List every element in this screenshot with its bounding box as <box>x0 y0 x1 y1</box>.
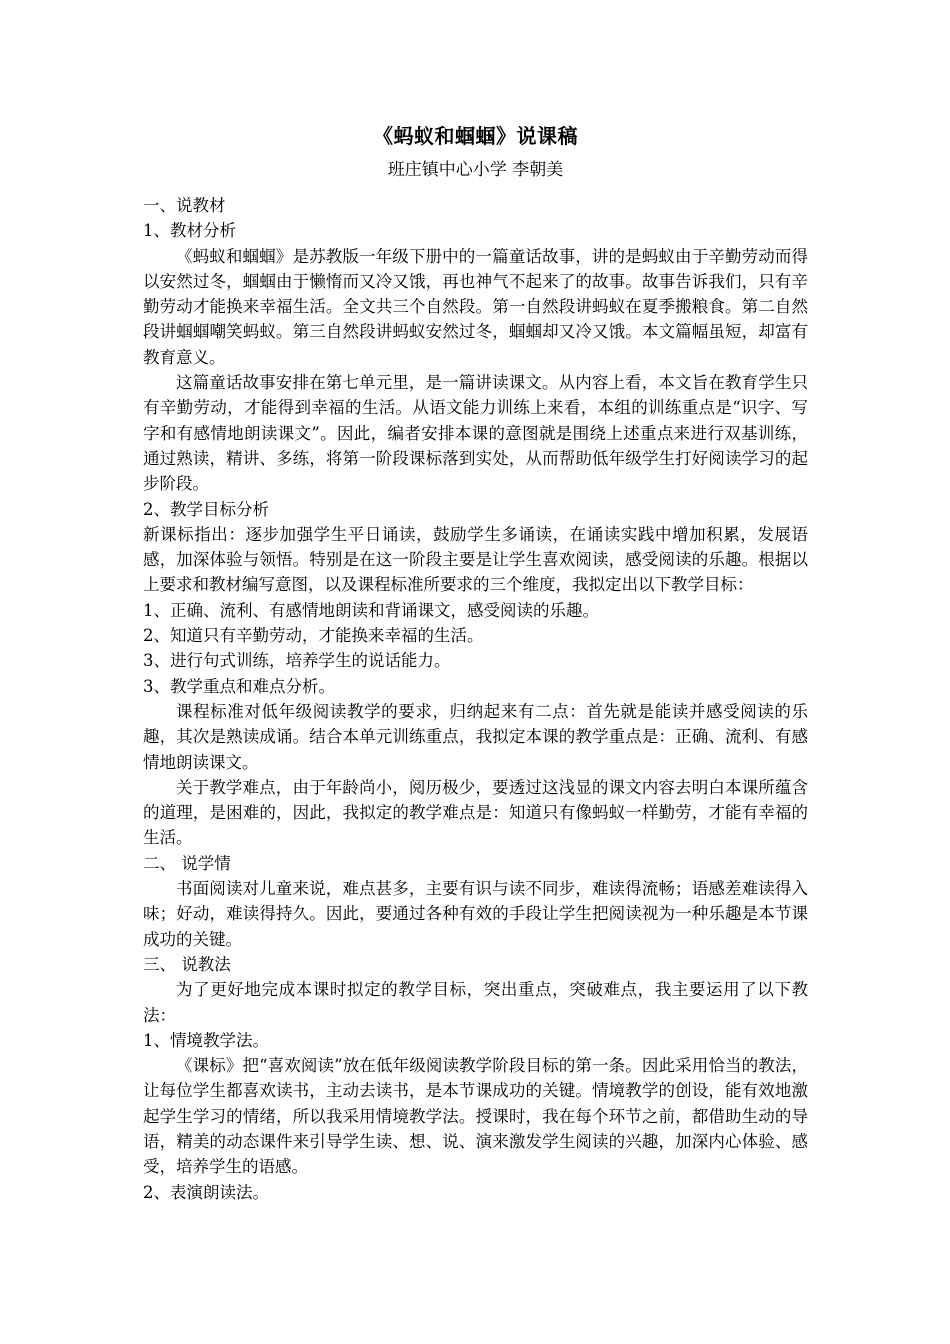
subsection-heading: 1、教材分析 <box>143 221 236 241</box>
body-paragraph: 课程标准对低年级阅读教学的要求，归纳起来有二点：首先就是能读并感受阅读的乐趣，其次是熟读成诵。结合本单元训练重点，我拟定本课的教学重点是：正确、流利、有感情地朗读课文。 <box>143 701 808 772</box>
document-title: 《蚂蚁和蝈蝈》说课稿 <box>373 124 578 148</box>
section-heading: 二、 说学情 <box>143 853 231 873</box>
body-paragraph: 新课标指出：逐步加强学生平日诵读，鼓励学生多诵读，在诵读实践中增加积累，发展语感，加深体验与领悟。特别是在这一阶段主要是让学生喜欢阅读，感受阅读的乐趣。根据以上要求和教材编写意图，以及课程标准所要求的三个维度，我拟定出以下教学目标： <box>143 524 808 595</box>
subsection-heading: 2、教学目标分析 <box>143 499 269 519</box>
body-paragraph: 书面阅读对儿童来说，难点甚多，主要有识与读不同步，难读得流畅；语感差难读得入味；好动，难读得持久。因此，要通过各种有效的手段让学生把阅读视为一种乐趣是本节课成功的关键。 <box>143 879 808 949</box>
subsection-heading: 2、表演朗读法。 <box>143 1182 269 1202</box>
body-paragraph: 这篇童话故事安排在第七单元里，是一篇讲读课文。从内容上看，本文旨在教育学生只有辛勤劳动，才能得到幸福的生活。从语文能力训练上来看，本组的训练重点是“识字、写字和有感情地朗读课文”。因此，编者安排本课的意图就是围绕上述重点来进行双基训练，通过熟读，精讲、多练，将第一阶段课标落到实处，从而帮助低年级学生打好阅读学习的起步阶段。 <box>143 373 808 494</box>
document-author: 班庄镇中心小学 李朝美 <box>387 160 564 180</box>
section-heading: 一、说教材 <box>143 196 226 215</box>
body-paragraph: 关于教学难点，由于年龄尚小，阅历极少，要透过这浅显的课文内容去明白本课所蕴含的道理，是困难的，因此，我拟定的教学难点是：知道只有像蚂蚁一样勤劳，才能有幸福的生活。 <box>143 777 808 848</box>
list-item: 2、知道只有辛勤劳动，才能换来幸福的生活。 <box>143 626 484 646</box>
document-page <box>143 118 808 1205</box>
body-paragraph: 为了更好地完成本课时拟定的教学目标，突出重点，突破难点，我主要运用了以下教法： <box>143 980 808 1025</box>
list-item: 1、正确、流利、有感情地朗读和背诵课文，感受阅读的乐趣。 <box>143 600 599 620</box>
section-heading: 三、 说教法 <box>143 954 231 974</box>
body-paragraph: 《蚂蚁和蝈蝈》是苏教版一年级下册中的一篇童话故事，讲的是蚂蚁由于辛勤劳动而得以安然过冬，蝈蝈由于懒惰而又冷又饿，再也神气不起来了的故事。故事告诉我们，只有辛勤劳动才能换来幸福生活。全文共三个自然段。第一自然段讲蚂蚁在夏季搬粮食。第二自然段讲蝈蝈嘲笑蚂蚁。第三自然段讲蚂蚁安然过冬，蝈蝈却又冷又饿。本文篇幅虽短，却富有教育意义。 <box>143 246 808 367</box>
subsection-heading: 3、教学重点和难点分析。 <box>143 676 335 696</box>
subsection-heading: 1、情境教学法。 <box>143 1030 269 1050</box>
list-item: 3、进行句式训练，培养学生的说话能力。 <box>143 651 451 671</box>
body-paragraph: 《课标》把“喜欢阅读”放在低年级阅读教学阶段目标的第一条。因此采用恰当的教法，让每位学生都喜欢读书，主动去读书，是本节课成功的关键。情境教学的创设，能有效地激起学生学习的情绪，所以我采用情境教学法。授课时，我在每个环节之前，都借助生动的导语，精美的动态课件来引导学生读、想、说、演来激发学生阅读的兴趣，加深内心体验、感受，培养学生的语感。 <box>143 1056 808 1177</box>
